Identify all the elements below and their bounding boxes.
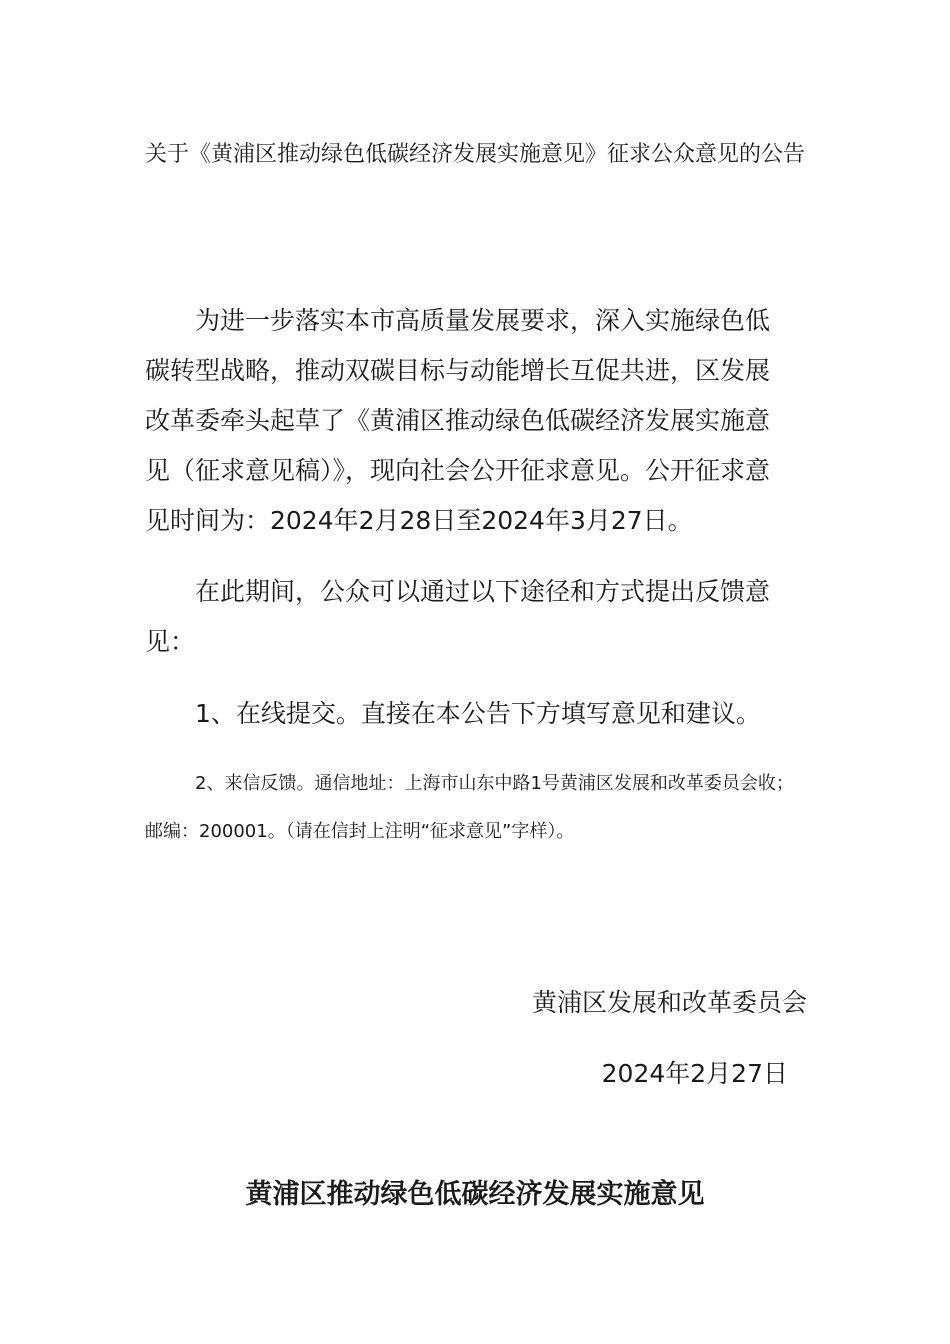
document-heading: 黄浦区推动绿色低碳经济发展实施意见 [245,1179,705,1210]
signature-organization: 黄浦区发展和改革委员会 [531,988,807,1017]
signature-date: 2024年2月27日 [601,1059,788,1088]
feedback-paragraph: 在此期间，公众可以通过以下途径和方式提出反馈意见： [145,577,771,656]
announcement-title: 关于《黄浦区推动绿色低碳经济发展实施意见》征求公众意见的公告 [145,142,806,167]
intro-paragraph: 为进一步落实本市高质量发展要求，深入实施绿色低碳转型战略，推动双碳目标与动能增长互促共进，区发展改革委牵头起草了《黄浦区推动绿色低碳经济发展实施意见（征求意见稿）》，现向社会公开征求意见。公开征求意见时间为：2024年2月28日至2024年3月27日。 [145,306,771,535]
feedback-item-online: 1、在线提交。直接在本公告下方填写意见和建议。 [195,699,761,728]
feedback-item-mail: 2、来信反馈。通信地址：上海市山东中路1号黄浦区发展和改革委员会收；邮编：200001。（请在信封上注明“征求意见”字样）。 [145,773,794,842]
